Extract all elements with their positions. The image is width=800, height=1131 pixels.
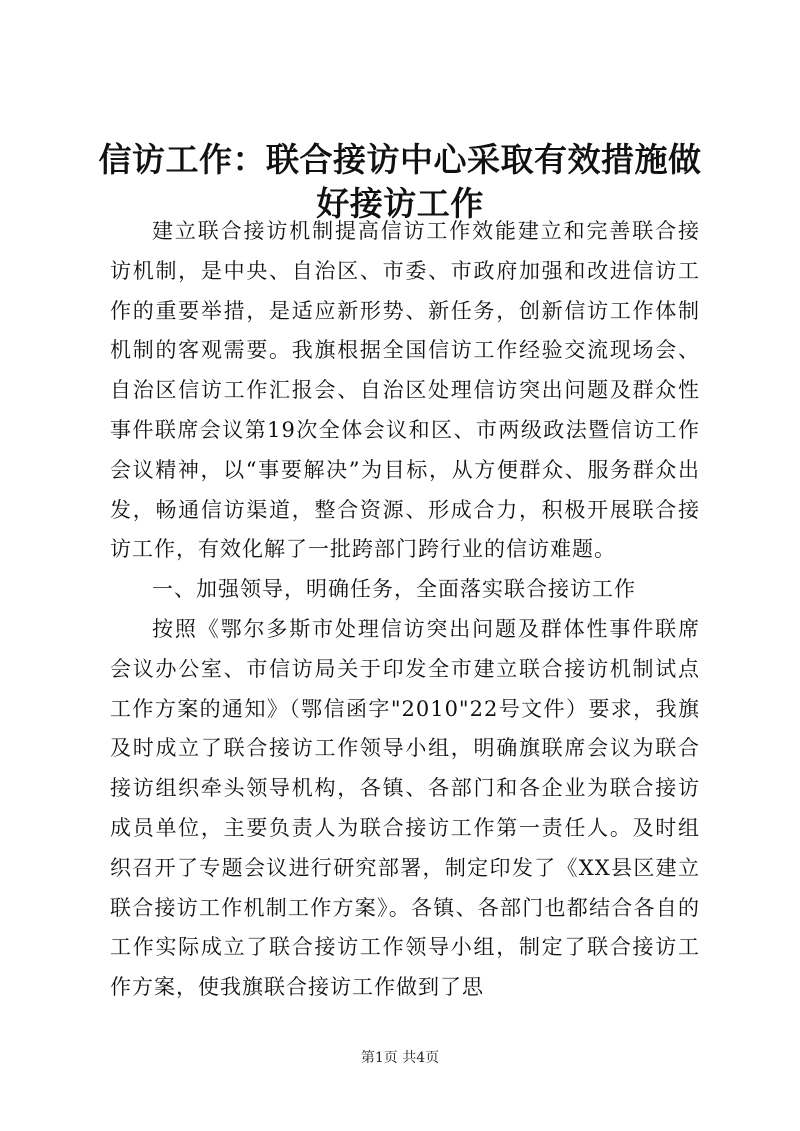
paragraph-intro: 建立联合接访机制提高信访工作效能建立和完善联合接访机制，是中央、自治区、市委、市政府加强和改进信访工作的重要举措，是适应新形势、新任务，创新信访工作体制机制的客观需要。我旗根据全国信访工作经验交流现场会、自治区信访工作汇报会、自治区处理信访突出问题及群众性事件联席会议第19次全体会议和区、市两级政法暨信访工作会议精神，以“事要解决”为目标，从方便群众、服务群众出发，畅通信访渠道，整合资源、形成合力，积极开展联合接访工作，有效化解了一批跨部门跨行业的信访难题。 bbox=[110, 219, 700, 562]
paragraph-section-1: 按照《鄂尔多斯市处理信访突出问题及群体性事件联席会议办公室、市信访局关于印发全市建立联合接访机制试点工作方案的通知》（鄂信函字"2010"22号文件）要求，我旗及时成立了联合接访工作领导小组，明确旗联席会议为联合接访组织牵头领导机构，各镇、各部门和各企业为联合接访成员单位，主要负责人为联合接访工作第一责任人。及时组织召开了专题会议进行研究部署，制定印发了《XX县区建立联合接访工作机制工作方案》。各镇、各部门也都结合各自的工作实际成立了联合接访工作领导小组，制定了联合接访工作方案，使我旗联合接访工作做到了思 bbox=[110, 616, 700, 1000]
page-number-footer: 第1页 共4页 bbox=[360, 1050, 440, 1066]
document-body bbox=[110, 212, 700, 1008]
document-title: 信访工作：联合接访中心采取有效措施做好接访工作 bbox=[98, 140, 702, 223]
section-heading-1: 一、加强领导，明确任务，全面落实联合接访工作 bbox=[152, 577, 636, 602]
